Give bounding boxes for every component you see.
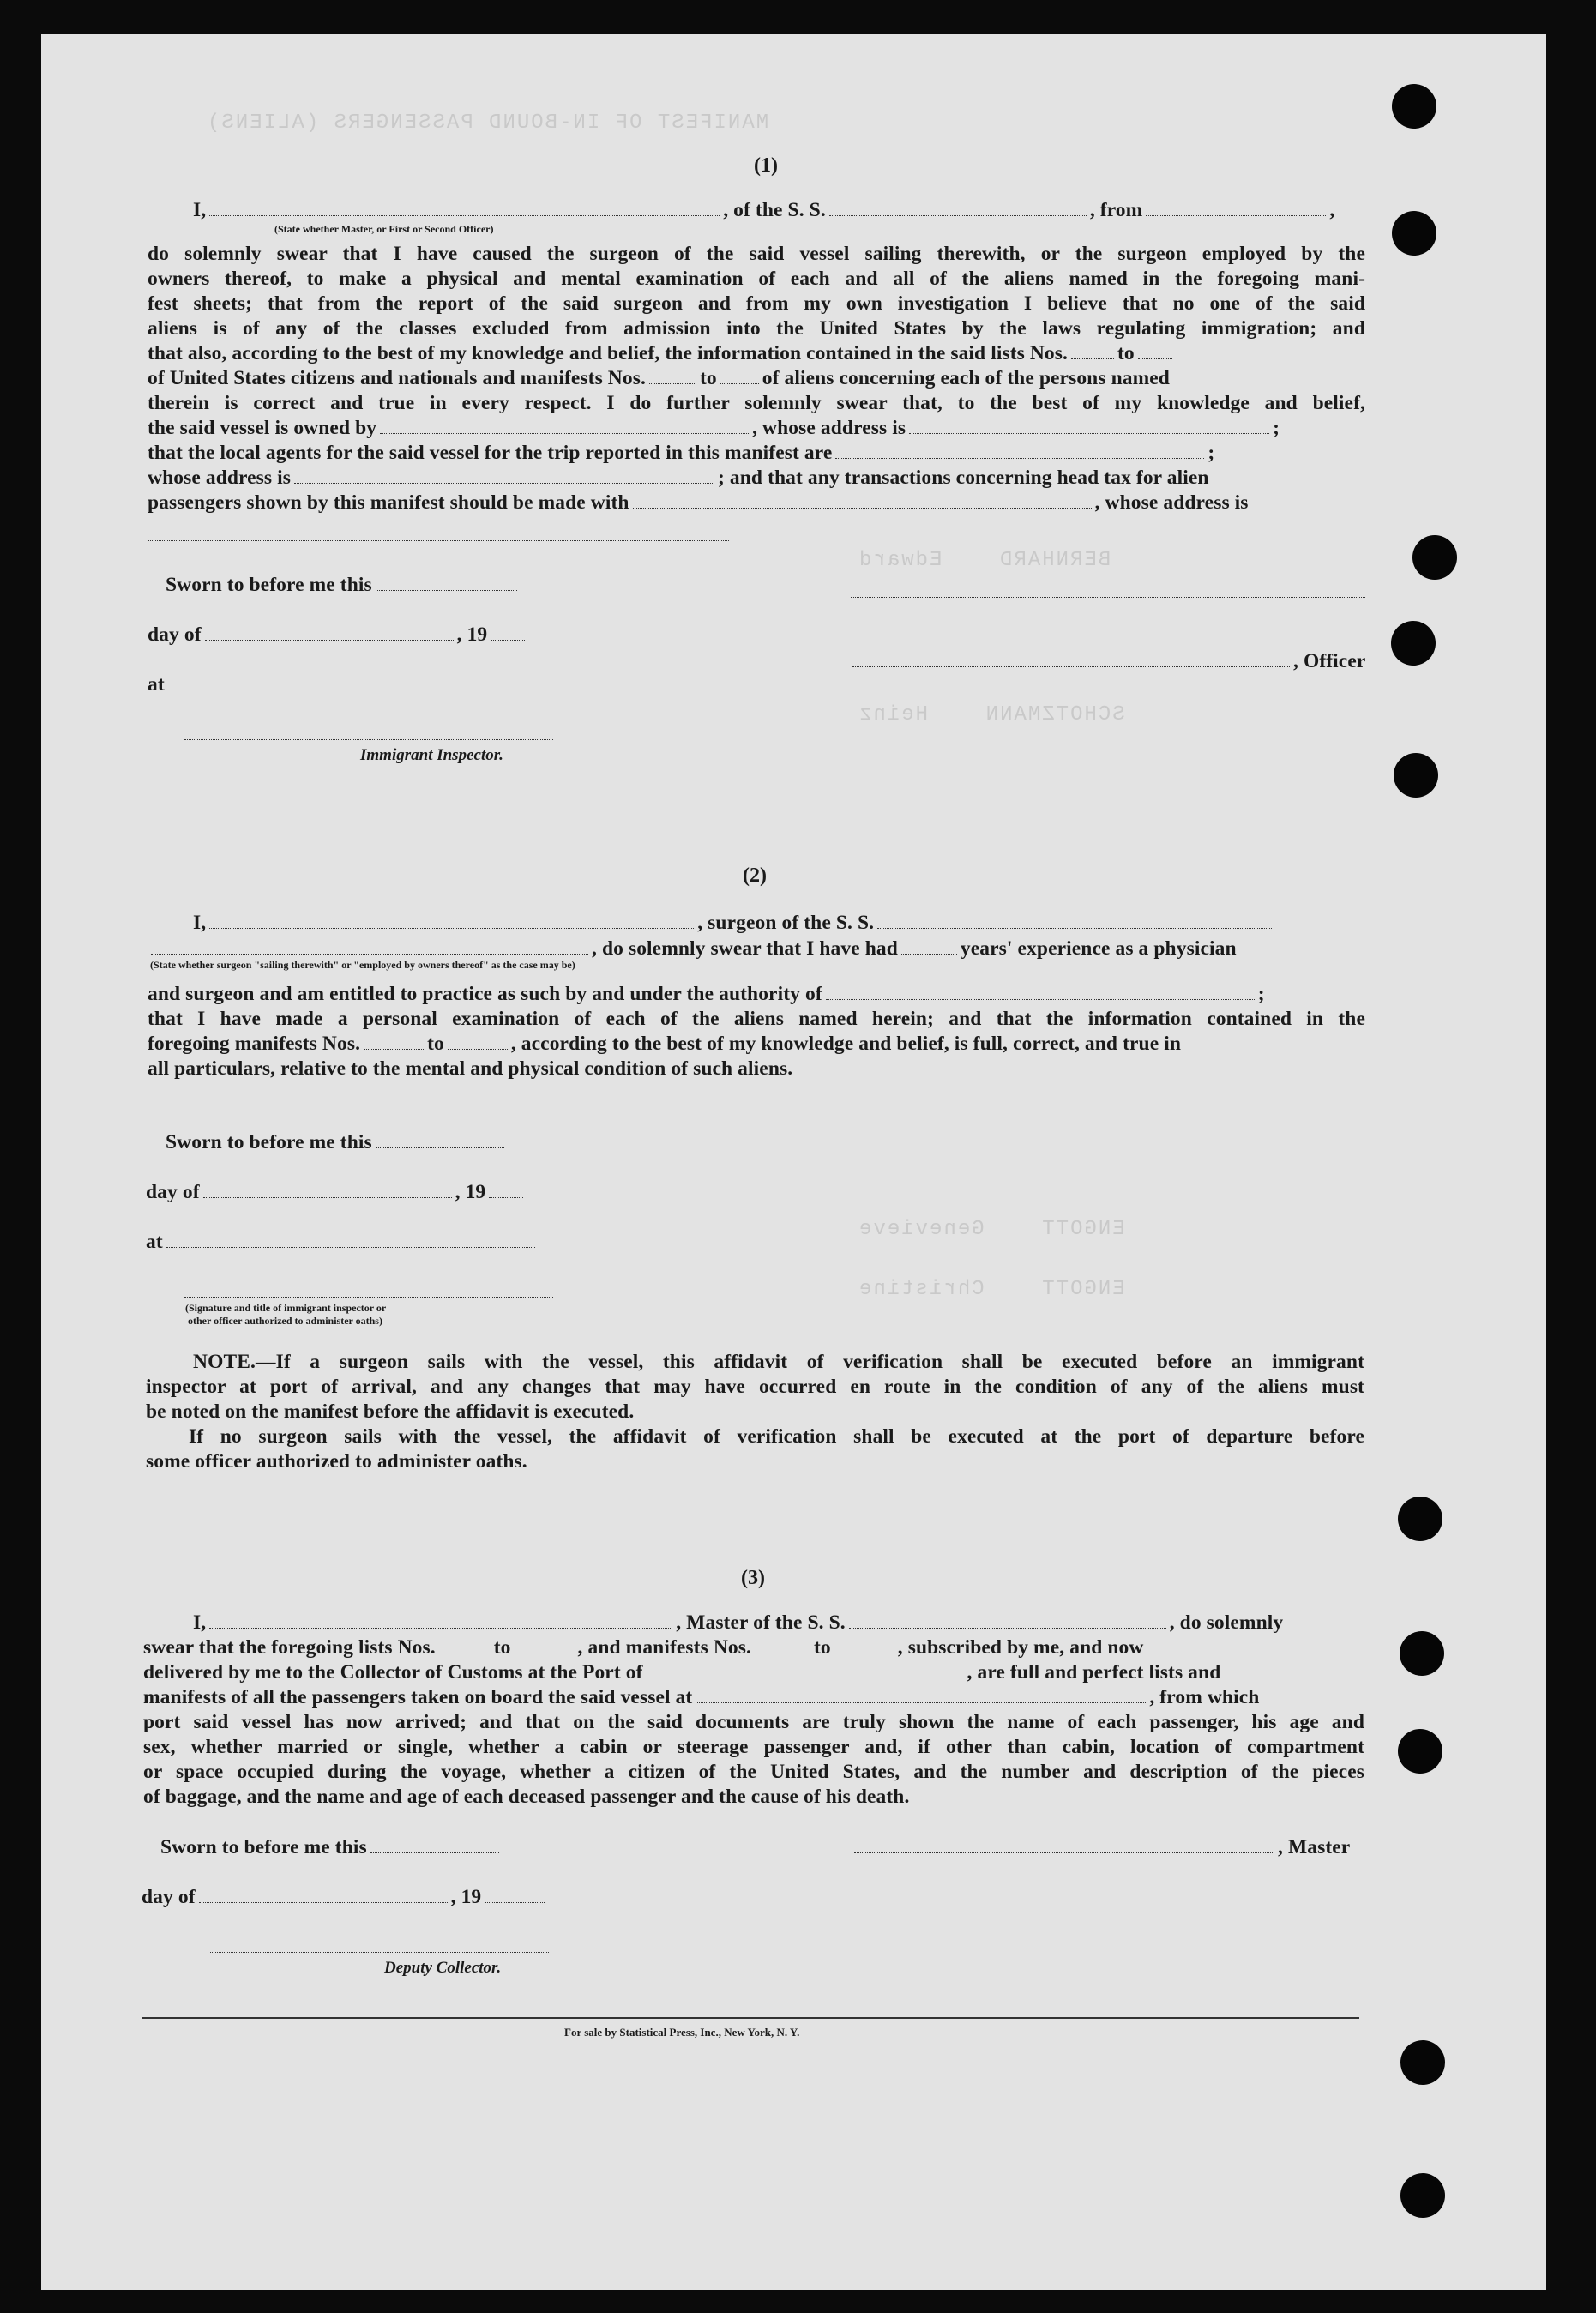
surgeon-status-field[interactable]: [151, 938, 588, 955]
section-2-line-3: and surgeon and am entitled to practice as such by and under the authority of ;: [148, 983, 1265, 1005]
section-1-sworn: Sworn to before me this: [166, 573, 521, 598]
punch-hole: [1398, 1497, 1442, 1541]
show-through-text: ENGOTT Christine: [858, 1278, 1125, 1301]
punch-hole: [1392, 211, 1436, 256]
punch-hole: [1400, 1631, 1444, 1676]
officer-signature-field[interactable]: [852, 651, 1290, 667]
deputy-collector-label: Deputy Collector.: [384, 1959, 502, 1977]
punch-hole: [1398, 1729, 1442, 1774]
note-line: some officer authorized to administer oaths.: [146, 1450, 527, 1473]
section-1-line-7: therein is correct and true in every respect. I do further solemnly swear that, to the best of my knowledge and belief,: [148, 392, 1365, 414]
surgeon-day-of-field[interactable]: [203, 1182, 452, 1198]
section-1-body-line: owners thereof, to make a physical and mental examination of each and all of the aliens named in the foregoing mani-: [148, 268, 1365, 290]
note-line: inspector at port of arrival, and any changes that may have occurred en route in the condition of any of the aliens must: [146, 1376, 1364, 1398]
inspector-signature-line[interactable]: [184, 739, 553, 740]
section-1-line-10: whose address is ; and that any transactions concerning head tax for alien: [148, 467, 1209, 489]
collector-day-of-field[interactable]: [199, 1887, 448, 1903]
master-manifests-to-field[interactable]: [834, 1637, 894, 1653]
address-continuation-line[interactable]: [148, 540, 729, 541]
surgeon-name-field[interactable]: [209, 913, 694, 929]
section-2-line-6: all particulars, relative to the mental and physical condition of such aliens.: [148, 1057, 793, 1080]
punch-hole: [1400, 2040, 1445, 2085]
surgeon-year-field[interactable]: [489, 1182, 523, 1198]
section-1-body-line: fest sheets; that from the report of the said surgeon and from my own investigation I believe that no one of the said: [148, 292, 1365, 315]
day-of-field[interactable]: [205, 624, 454, 641]
note-line: NOTE.—If a surgeon sails with the vessel, this affidavit of verification shall be executed before an immigrant: [193, 1351, 1364, 1373]
section-3-line-2: swear that the foregoing lists Nos. to , and manifests Nos. to , subscribed by me, and now: [143, 1636, 1144, 1659]
section-1-line-5: that also, according to the best of my knowledge and belief, the information contained in the said lists Nos. to: [148, 341, 1176, 366]
section-2-line-1: I, , surgeon of the S. S.: [193, 911, 1275, 936]
printer-credit: For sale by Statistical Press, Inc., New York, N. Y.: [564, 2026, 800, 2039]
vessel-name-field[interactable]: [829, 200, 1087, 216]
surgeon-at-field[interactable]: [166, 1232, 535, 1248]
section-3-line-1: I, , Master of the S. S. , do solemnly: [193, 1611, 1284, 1634]
at-place-field[interactable]: [168, 674, 533, 690]
officer-instruction: (State whether Master, or First or Second Officer): [274, 223, 494, 235]
year-field[interactable]: [491, 624, 525, 641]
section-1-day: day of , 19: [148, 623, 528, 648]
master-name-field[interactable]: [209, 1612, 672, 1629]
section-1-line-6: of United States citizens and nationals and manifests Nos. to of aliens concerning each of the persons named: [148, 367, 1170, 389]
surgeon-manifests-to-field[interactable]: [448, 1033, 508, 1050]
section-1-officer: , Officer: [849, 649, 1365, 674]
section-1-number: (1): [754, 154, 778, 177]
immigrant-inspector-label: Immigrant Inspector.: [360, 746, 503, 764]
section-2-number: (2): [743, 864, 767, 887]
section-2-at: at: [146, 1230, 539, 1255]
section-3-number: (3): [741, 1567, 765, 1589]
section-1-body-line: aliens is of any of the classes excluded from admission into the United States by the laws regulating immigration; and: [148, 317, 1365, 340]
inspector-signature-line-2[interactable]: [184, 1297, 553, 1298]
show-through-text: ENGOTT Genevieve: [858, 1218, 1125, 1241]
surgeon-sworn-day-field[interactable]: [376, 1132, 504, 1148]
punch-hole: [1391, 621, 1436, 666]
surgeon-manifests-from-field[interactable]: [364, 1033, 424, 1050]
section-2-sworn: Sworn to before me this: [166, 1130, 508, 1155]
section-2-day: day of , 19: [146, 1180, 527, 1205]
section-3-day: day of , 19: [142, 1885, 548, 1910]
footer-rule: [142, 2017, 1359, 2019]
master-signature-field[interactable]: [854, 1837, 1274, 1853]
collector-year-field[interactable]: [485, 1887, 545, 1903]
surgeon-vessel-field[interactable]: [877, 913, 1272, 929]
years-experience-field[interactable]: [901, 938, 957, 955]
punch-hole: [1400, 2173, 1445, 2218]
port-field[interactable]: [647, 1662, 964, 1678]
section-1-line-9: that the local agents for the said vessel for the trip reported in this manifest are ;: [148, 442, 1215, 464]
practice-authority-field[interactable]: [826, 984, 1255, 1000]
signature-title-note: (Signature and title of immigrant inspector or: [185, 1302, 387, 1314]
master-lists-from-field[interactable]: [439, 1637, 491, 1653]
lists-to-field[interactable]: [1138, 343, 1172, 359]
punch-hole: [1394, 753, 1438, 798]
owner-address-field[interactable]: [909, 418, 1269, 434]
section-3-master: , Master: [851, 1835, 1350, 1860]
sworn-day-field[interactable]: [376, 575, 517, 591]
agents-address-field[interactable]: [294, 467, 714, 484]
section-3-sworn: Sworn to before me this: [160, 1835, 503, 1860]
section-3-body-line: sex, whether married or single, whether a cabin or steerage passenger and, if other than cabin, location of compartment: [143, 1736, 1364, 1758]
section-3-line-4: manifests of all the passengers taken on board the said vessel at , from which: [143, 1686, 1260, 1708]
show-through-text: SCHOTZMANN Heinz: [858, 703, 1125, 726]
section-2-line-5: foregoing manifests Nos. to , according to the best of my knowledge and belief, is full, correct, and true in: [148, 1033, 1181, 1055]
note-line: If no surgeon sails with the vessel, the affidavit of verification shall be executed at the port of departure before: [189, 1425, 1364, 1448]
officer-signature-line-1[interactable]: [851, 597, 1365, 598]
officer-name-field[interactable]: [209, 200, 720, 216]
lists-from-field[interactable]: [1071, 343, 1114, 359]
collector-signature-line[interactable]: [210, 1952, 549, 1953]
show-through-text: BERNHARD Edward: [858, 549, 1111, 572]
boarding-port-field[interactable]: [696, 1687, 1146, 1703]
section-3-body-line: of baggage, and the name and age of each deceased passenger and the cause of his death.: [143, 1786, 910, 1808]
head-tax-party-field[interactable]: [633, 492, 1092, 509]
section-1-line-1: I, , of the S. S. , from ,: [193, 199, 1335, 221]
punch-hole: [1392, 84, 1436, 129]
master-manifests-from-field[interactable]: [755, 1637, 810, 1653]
section-3-line-3: delivered by me to the Collector of Customs at the Port of , are full and perfect lists and: [143, 1661, 1221, 1684]
master-lists-to-field[interactable]: [515, 1637, 575, 1653]
signature-title-note: other officer authorized to administer oaths): [188, 1315, 382, 1327]
section-3-body-line: or space occupied during the voyage, whether a citizen of the United States, and the number and description of the pieces: [143, 1761, 1364, 1783]
collector-sworn-day-field[interactable]: [370, 1837, 499, 1853]
local-agents-field[interactable]: [835, 443, 1204, 459]
section-3-body-line: port said vessel has now arrived; and that on the said documents are truly shown the name of each passenger, his age and: [143, 1711, 1364, 1733]
section-1-at: at: [148, 672, 536, 697]
from-port-field[interactable]: [1146, 200, 1326, 216]
manifests-from-field[interactable]: [649, 368, 696, 384]
section-1-line-8: the said vessel is owned by , whose address is ;: [148, 417, 1280, 439]
master-vessel-field[interactable]: [849, 1612, 1166, 1629]
manifests-to-field[interactable]: [720, 368, 759, 384]
punch-hole: [1412, 535, 1457, 580]
section-2-line-2: , do solemnly swear that I have had years' experience as a physician: [148, 937, 1237, 961]
surgeon-instruction: (State whether surgeon "sailing therewith" or "employed by owners thereof" as the case may be): [150, 959, 575, 971]
note-line: be noted on the manifest before the affidavit is executed.: [146, 1400, 635, 1423]
show-through-text: MANIFEST OF IN-BOUND PASSENGERS (ALIENS): [206, 111, 769, 135]
owner-field[interactable]: [380, 418, 749, 434]
section-1-line-11: passengers shown by this manifest should be made with , whose address is: [148, 491, 1249, 514]
section-2-line-4: that I have made a personal examination of each of the aliens named herein; and that the information contained in the: [148, 1008, 1365, 1030]
section-1-body-line: do solemnly swear that I have caused the surgeon of the said vessel sailing therewith, or the surgeon employed by the: [148, 243, 1365, 265]
